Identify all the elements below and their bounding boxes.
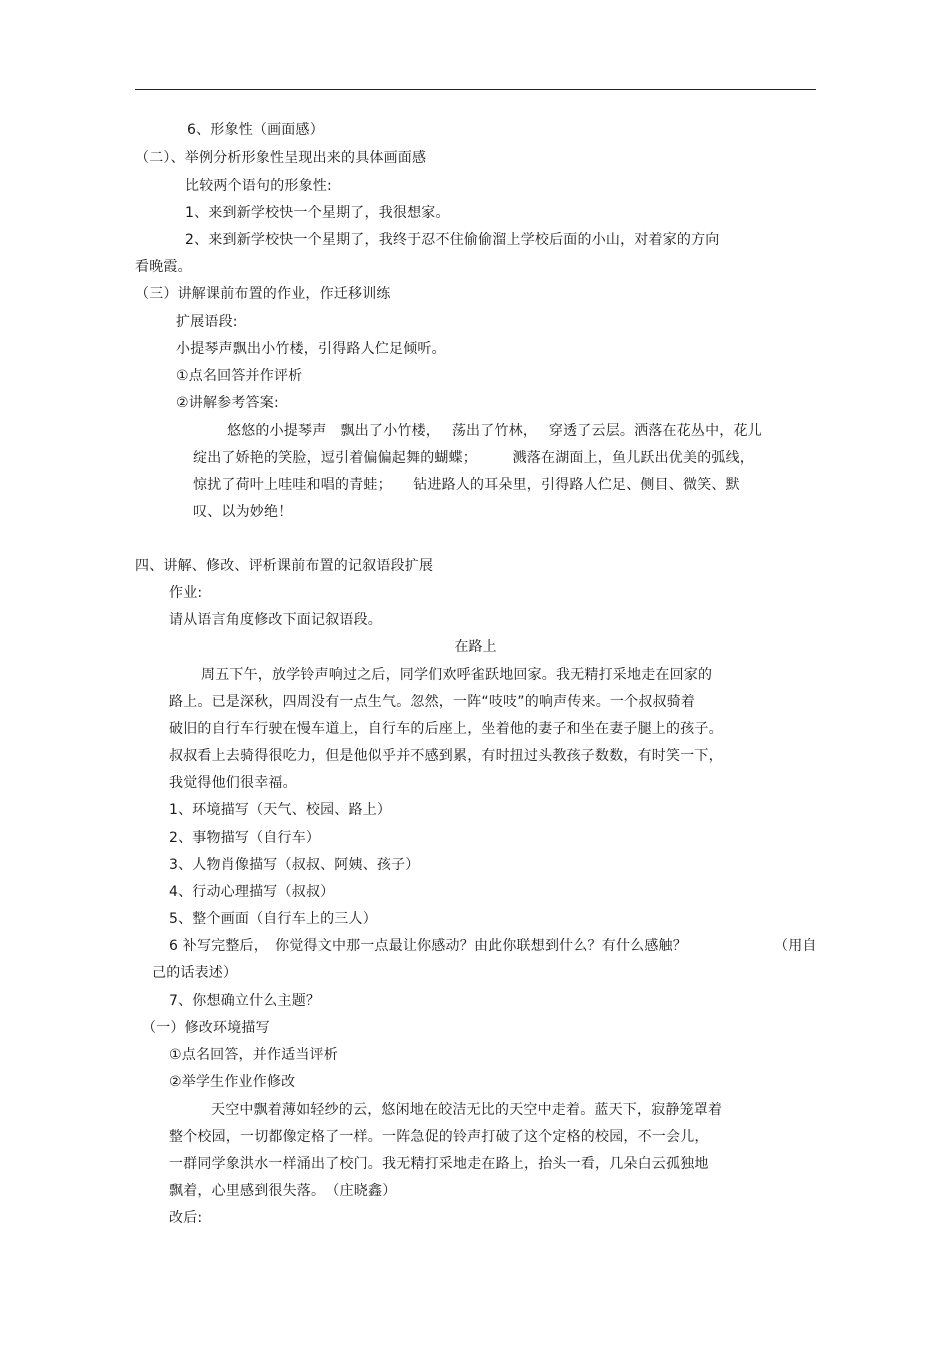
section-three-heading: （三）讲解课前布置的作业，作迁移训练: [135, 286, 391, 302]
item-imagery-heading: 6、形象性（画面感）: [187, 122, 324, 138]
expand-paragraph-label: 扩展语段:: [176, 314, 238, 330]
example-sentence-2: 2、来到新学校快一个星期了，我终于忍不住偷偷溜上学校后面的小山，对着家的方向: [185, 232, 720, 248]
example-sentence-1: 1、来到新学校快一个星期了，我很想家。: [185, 205, 450, 221]
step-reference-answer: ②讲解参考答案:: [176, 395, 279, 411]
revised-label: 改后:: [169, 1210, 203, 1226]
student-work-line-3: 一群同学象洪水一样涌出了校门。我无精打采地走在路上，抬头一看，几朵白云孤独地: [169, 1156, 709, 1172]
homework-instruction: 请从语言角度修改下面记叙语段。: [169, 612, 382, 628]
task-environment: 1、环境描写（天气、校园、路上）: [169, 802, 392, 818]
passage-line-5: 我觉得他们很幸福。: [169, 775, 297, 791]
reference-answer-line-4: 叹、以为妙绝！: [193, 504, 293, 520]
revise-step-2: ②举学生作业作修改: [169, 1074, 296, 1090]
reference-answer-line-3: 惊扰了荷叶上哇哇和唱的青蛙； 钻进路人的耳朵里，引得路人伫足、侧目、微笑、默: [193, 477, 740, 493]
header-rule: [135, 89, 816, 90]
section-four-heading: 四、讲解、修改、评析课前布置的记叙语段扩展: [135, 558, 434, 574]
step-answer-evaluate: ①点名回答并作评析: [176, 368, 303, 384]
revise-step-1: ①点名回答，并作适当评析: [169, 1047, 338, 1063]
reference-answer-line-1: 悠悠的小提琴声 飘出了小竹楼， 荡出了竹林， 穿透了云层。洒落在花丛中，花儿: [227, 423, 762, 439]
student-work-line-4: 飘着，心里感到很失落。 （庄晓鑫）: [169, 1183, 397, 1199]
example-sentence-2-cont: 看晚霞。: [135, 259, 192, 275]
revise-environment-heading: （一）修改环境描写: [142, 1020, 270, 1036]
section-two-heading: （二）、举例分析形象性呈现出来的具体画面感: [135, 150, 427, 166]
task-whole-scene: 5、整个画面（自行车上的三人）: [169, 911, 377, 927]
task-object: 2、事物描写（自行车）: [169, 830, 321, 846]
task-portrait: 3、人物肖像描写（叔叔、阿姨、孩子）: [169, 857, 420, 873]
homework-label: 作业:: [169, 585, 203, 601]
student-work-line-2: 整个校园，一切都像定格了一样。一阵急促的铃声打破了这个定格的校园，不一会儿，: [169, 1129, 709, 1145]
student-work-line-1: 天空中飘着薄如轻纱的云，悠闲地在皎洁无比的天空中走着。蓝天下，寂静笼罩着: [211, 1102, 723, 1118]
task-reflection: 6 补写完整后， 你觉得文中那一点最让你感动？由此你联想到什么？有什么感触？: [169, 938, 687, 954]
passage-line-1: 周五下午，放学铃声响过之后，同学们欢呼雀跃地回家。我无精打采地走在回家的: [201, 667, 713, 683]
task-reflection-tail: （用自: [774, 938, 817, 954]
compare-prompt: 比较两个语句的形象性:: [185, 178, 332, 194]
passage-line-3: 破旧的自行车行驶在慢车道上，自行车的后座上，坐着他的妻子和坐在妻子腿上的孩子。: [169, 721, 723, 737]
expand-source-sentence: 小提琴声飘出小竹楼，引得路人伫足倾听。: [176, 341, 446, 357]
passage-line-2: 路上。已是深秋，四周没有一点生气。忽然，一阵“吱吱”的响声传来。一个叔叔骑着: [169, 694, 696, 710]
task-action-mind: 4、行动心理描写（叔叔）: [169, 884, 335, 900]
passage-line-4: 叔叔看上去骑得很吃力，但是他似乎并不感到累，有时扭过头教孩子数数，有时笑一下，: [169, 748, 723, 764]
reference-answer-line-2: 绽出了娇艳的笑脸，逗引着偏偏起舞的蝴蝶； 溅落在湖面上，鱼儿跃出优美的弧线，: [193, 450, 754, 466]
task-theme: 7、你想确立什么主题？: [169, 993, 321, 1009]
task-reflection-cont: 己的话表述）: [152, 965, 238, 981]
passage-title: 在路上: [454, 639, 497, 655]
